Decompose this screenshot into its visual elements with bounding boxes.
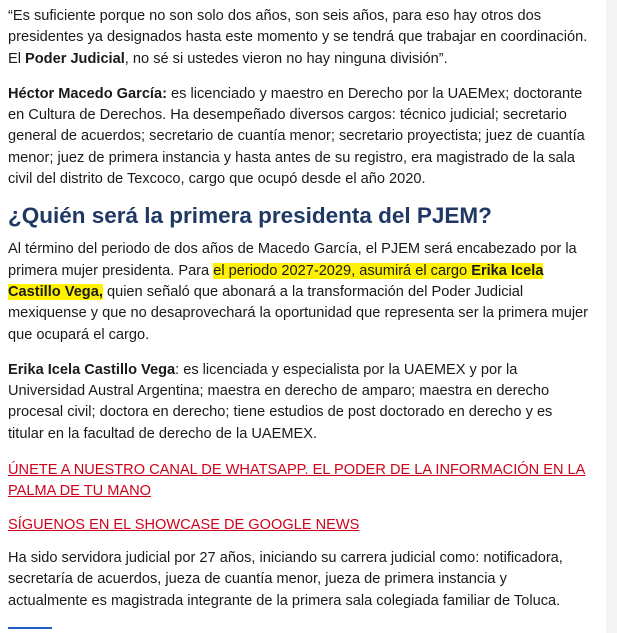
whatsapp-link-paragraph (8, 460, 590, 503)
quote-paragraph (8, 6, 590, 70)
highlight-period-text: el periodo 2027-2029, asumirá el cargo (213, 262, 472, 279)
google-news-link-paragraph (8, 515, 590, 536)
whatsapp-channel-link[interactable]: ÚNETE A NUESTRO CANAL DE WHATSAPP. EL PODER DE LA INFORMACIÓN EN LA PALMA DE TU MANO (8, 462, 586, 500)
poder-judicial-bold: Poder Judicial (25, 50, 125, 67)
bottom-divider (8, 627, 52, 629)
presidency-text-end: quien señaló que abonará a la transformación del Poder Judicial mexiquense y que no desaprovechará la oportunidad que representa ser la primera mujer que ocupará el cargo. (8, 283, 589, 343)
castillo-bio-text: : es licenciada y especialista por la UAEMEX y por la Universidad Austral Argentina; maestra en derecho de amparo; maestra en derecho procesal civil; doctora en derecho; tiene estudios de post doctorado en derecho y es titular en la facultad de derecho de la UAEMEX. (8, 361, 553, 442)
quote-text-start: “Es suficiente porque no son solo dos años, son seis años, para eso hay otros dos presidentes ya designados hasta este momento y se tendrá que trabajar en coordinación. El (8, 8, 588, 67)
macedo-bio-paragraph (8, 84, 590, 190)
macedo-name: Héctor Macedo García: (8, 85, 167, 102)
macedo-bio-text: es licenciado y maestro en Derecho por la UAEMex; doctorante en Cultura de Derechos. Ha desempeñado diversos cargos: técnico judicial; secretario general de acuerdos; secretario de cuantía menor; secretario proyectista; juez de cuantía menor; juez de primera instancia y hasta antes de su registro, era magistrado de la sala civil del distrito de Texcoco, cargo que ocupó desde el año 2020. (8, 85, 585, 188)
highlight-name: Erika Icela Castillo Vega, (8, 262, 544, 300)
google-news-link[interactable]: SÍGUENOS EN EL SHOWCASE DE GOOGLE NEWS (8, 516, 360, 533)
career-paragraph: Ha sido servidora judicial por 27 años, iniciando su carrera judicial como: notificadora, secretaría de acuerdos, jueza de cuantía menor, jueza de primera instancia y actualmente es magistrada integrante de la primera sala colegiada familiar de Toluca. (8, 549, 563, 609)
presidency-paragraph (8, 239, 590, 345)
scrollbar-track[interactable] (606, 0, 617, 633)
quote-text-end: , no sé si ustedes vieron no hay ninguna división”. (124, 50, 448, 67)
castillo-name: Erika Icela Castillo Vega (8, 361, 176, 378)
castillo-bio-paragraph (8, 360, 590, 445)
presidency-text-start: Al término del periodo de dos años de Macedo García, el PJEM será encabezado por la primera mujer presidenta. Para (8, 241, 577, 279)
article-body (8, 6, 590, 612)
section-heading: ¿Quién será la primera presidenta del PJEM? (8, 203, 492, 229)
